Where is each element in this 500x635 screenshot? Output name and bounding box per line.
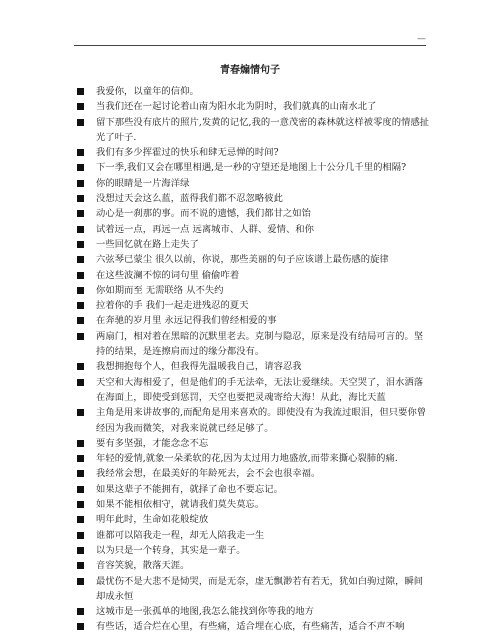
bullet-icon [77, 256, 84, 263]
header-mark: — [417, 34, 426, 44]
list-item-text: 没想过天会这么蓝，蓝得我们都不忍忽略彼此 [96, 193, 283, 205]
list-item [77, 512, 431, 527]
list-item-text: 两扇门，相对着在黑暗的沉默里老去。克制与隐忍，原来是没有结局可言的。坚持的结果，是连擦肩而过的缘分都没有。 [96, 330, 424, 358]
list-item [77, 543, 431, 558]
bullet-icon [77, 363, 84, 370]
list-item-text: 当我们还在一起讨论着山南为阳水北为阴时，我们就真的山南水北了 [96, 101, 377, 113]
list-item-text: 我爱你，以童年的信仰。 [96, 86, 199, 97]
bullet-icon [77, 379, 84, 386]
list-item-text: 拉着你的手 我们一起走进残忍的夏天 [96, 300, 249, 312]
list-item-text: 最忧伤不是大悲不是恸哭，而是无奈，虚无飘渺若有若无，犹如白驹过隙，瞬间却成永恒 [96, 575, 424, 602]
bullet-icon [77, 455, 84, 462]
list-item-text: 你的眼睛是一片海洋绿 [96, 177, 190, 189]
bullet-icon [77, 486, 84, 493]
list-item [77, 206, 431, 221]
list-item-text: 明年此时，生命如花般绽放 [96, 514, 209, 526]
page-title: 青春煽情句子 [220, 65, 280, 76]
bullet-icon [77, 180, 84, 187]
bullet-icon [77, 226, 84, 233]
list-item-text: 我经常会想，在最美好的年龄死去，会不会也很幸福。 [96, 468, 321, 480]
list-item-text: 六弦琴已蒙尘 很久以前，你说，那些美丽的句子应该谱上最伤感的旋律 [96, 254, 389, 266]
list-item-text: 年轻的爱情,就象一朵柔软的花,因为太过用力地盛放,而带来撕心裂肺的痛. [96, 453, 398, 465]
list-item [77, 160, 431, 175]
bullet-icon [77, 470, 84, 477]
list-item [77, 574, 431, 605]
list-item [77, 528, 431, 543]
bullet-icon [77, 103, 84, 110]
bullet-icon [77, 547, 84, 554]
list-item-text: 我想拥抱每个人，但我得先温暖我自己，请容忍我 [96, 361, 302, 373]
bullet-icon [77, 272, 84, 279]
list-item [77, 268, 431, 283]
bullet-icon [77, 623, 84, 630]
list-item-text: 这城市是一张孤单的地图,我怎么能找到你等我的地方 [96, 606, 314, 618]
list-item-text: 谁都可以陪我走一程，却无人陪我走一生 [96, 529, 265, 541]
list-item [77, 436, 431, 451]
list-item-text: 在这些波澜不惊的词句里 偷偷咋着 [96, 269, 240, 281]
bullet-icon [77, 210, 84, 217]
list-item-text: 要有多坚强，才能念念不忘 [96, 437, 209, 449]
list-item-text: 你如期而至 无需联络 从不失约 [96, 284, 224, 296]
list-item [77, 252, 431, 267]
list-item [77, 84, 431, 99]
list-item-text: 一些回忆就在路上走失了 [96, 238, 199, 250]
bullet-icon [77, 333, 84, 340]
list-item [77, 313, 431, 328]
bullet-icon [77, 287, 84, 294]
list-item-text: 留下那些没有底片的照片,发黄的记忆,我的一意茂密的森林就这样被零度的情感扯光了叶子. [96, 116, 430, 143]
list-item [77, 466, 431, 481]
list-item [77, 115, 431, 146]
list-item [77, 604, 431, 619]
bullet-icon [77, 195, 84, 202]
list-item [77, 99, 431, 114]
bullet-icon [77, 149, 84, 156]
bullet-icon [77, 164, 84, 171]
list-item [77, 451, 431, 466]
list-item [77, 497, 431, 512]
list-item-text: 天空和大海相爱了，但是他们的手无法牵，无法让爱继续。天空哭了，泪水洒落在海面上，即使受到惩罚，天空也要把灵魂寄给大海！从此，海比天蓝 [96, 376, 424, 403]
bullet-icon [77, 119, 84, 126]
list-item-text: 有些话，适合烂在心里，有些痛，适合埋在心底，有些痛苦，适合不声不响 [96, 621, 405, 633]
bullet-icon [77, 608, 84, 615]
list-item [77, 298, 431, 313]
list-item-text: 以为只是一个转身，其实是一辈子。 [96, 544, 246, 556]
list-item-text: 主角是用来讲故事的,而配角是用来喜欢的。即使没有为我流过眼泪，但只要你曾经因为我而微笑，对我来说就已经足够了。 [96, 407, 427, 434]
list-item [77, 237, 431, 252]
list-item [77, 619, 431, 634]
list-item [77, 375, 431, 406]
list-item [77, 222, 431, 237]
list-item [77, 359, 431, 374]
bullet-icon [77, 317, 84, 324]
list-item-text: 音容笑貌，散落天涯。 [96, 560, 190, 572]
list-item-text: 下一季,我们又会在哪里相遇,是一秒的守望还是地图上十公分几千里的相隔? [96, 162, 407, 174]
bullet-icon [77, 532, 84, 539]
list-item [77, 283, 431, 298]
bullet-icon [77, 241, 84, 248]
list-item-text: 在奔驰的岁月里 永远记得我们曾经相爱的事 [96, 315, 277, 327]
list-item-text: 如果不能相依相守，就请我们莫失莫忘。 [96, 499, 265, 511]
bullet-icon [77, 578, 84, 585]
list-item-text: 我们有多少挥霍过的快乐和肆无忌惮的时间? [96, 147, 279, 159]
list-item [77, 482, 431, 497]
list-item [77, 191, 431, 206]
bullet-icon [77, 440, 84, 447]
list-item-text: 如果这辈子不能拥有，就择了命也不要忘记。 [96, 483, 283, 495]
list-item-text: 试着远一点，再远一点 远离城市、人群、爱情、和你 [96, 223, 314, 235]
header-rule [74, 45, 426, 46]
list-item [77, 329, 431, 360]
bullet-icon [77, 302, 84, 309]
sentence-list [77, 84, 431, 635]
list-item [77, 145, 431, 160]
bullet-icon [77, 501, 84, 508]
bullet-icon [77, 88, 84, 95]
list-item [77, 176, 431, 191]
list-item-text: 动心是一刹那的事。而不说的遗憾，我们都甘之如饴 [96, 208, 311, 220]
bullet-icon [77, 516, 84, 523]
bullet-icon [77, 409, 84, 416]
list-item [77, 405, 431, 436]
